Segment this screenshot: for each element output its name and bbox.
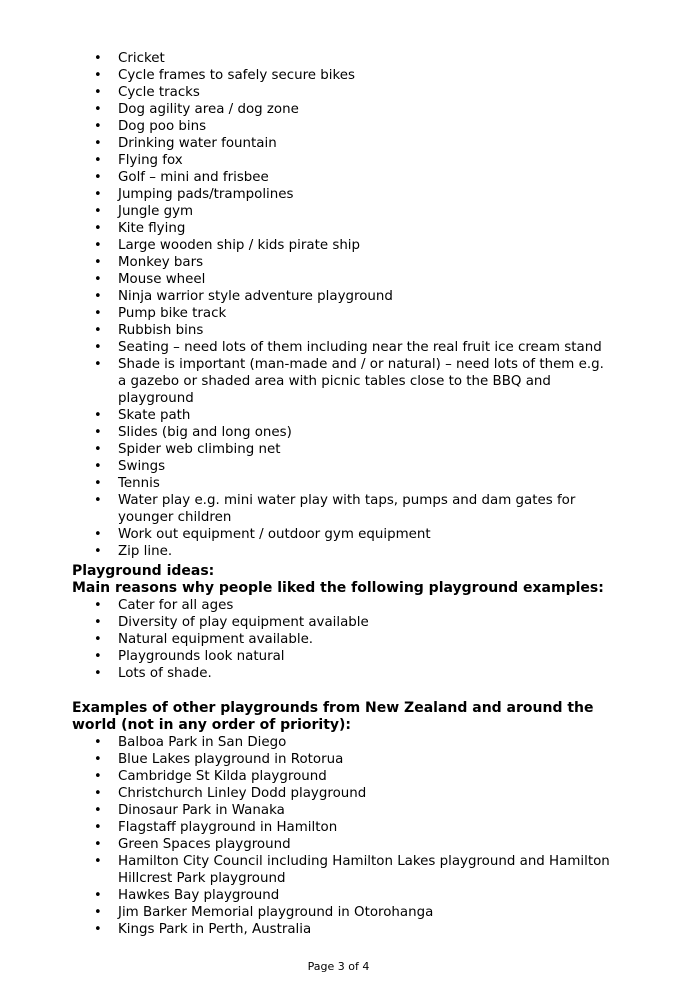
bullet-icon: • [94,357,102,372]
bullet-icon: • [94,442,102,457]
list-item: • Cycle tracks [94,85,200,100]
bullet-icon: • [94,136,102,151]
list-item: • Jim Barker Memorial playground in Otorohanga [94,905,434,920]
examples-heading: Examples of other playgrounds from New Zealand and around the world (not in any order of priority): [72,700,594,733]
bullet-icon: • [94,272,102,287]
list-item: • Tennis [94,476,160,491]
reasons-heading: Main reasons why people liked the following playground examples: [72,580,604,596]
bullet-icon: • [94,888,102,903]
bullet-icon: • [94,425,102,440]
list-item: • Seating – need lots of them including near the real fruit ice cream stand [94,340,602,355]
bullet-icon: • [94,752,102,767]
bullet-icon: • [94,187,102,202]
list-item: • Cambridge St Kilda playground [94,769,327,784]
bullet-icon: • [94,735,102,750]
list-item: • Blue Lakes playground in Rotorua [94,752,344,767]
list-item: • Balboa Park in San Diego [94,735,287,750]
list-item: • Kite flying [94,221,186,236]
reasons-list [72,597,612,682]
bullet-icon: • [94,408,102,423]
list-item: • Hamilton City Council including Hamilton Lakes playground and Hamilton Hillcrest Park playground [94,854,610,886]
list-item: • Ninja warrior style adventure playground [94,289,393,304]
list-item: • Christchurch Linley Dodd playground [94,786,367,801]
bullet-icon: • [94,221,102,236]
bullet-icon: • [94,527,102,542]
bullet-icon: • [94,340,102,355]
bullet-icon: • [94,170,102,185]
bullet-icon: • [94,666,102,681]
bullet-icon: • [94,820,102,835]
list-item: • Green Spaces playground [94,837,291,852]
list-item: • Hawkes Bay playground [94,888,280,903]
bullet-icon: • [94,632,102,647]
bullet-icon: • [94,615,102,630]
list-item: • Large wooden ship / kids pirate ship [94,238,361,253]
list-item: • Monkey bars [94,255,204,270]
bullet-icon: • [94,854,102,869]
list-item: • Cricket [94,51,165,66]
bullet-icon: • [94,51,102,66]
list-item: • Skate path [94,408,191,423]
list-item: • Dog poo bins [94,119,207,134]
list-item: • Swings [94,459,166,474]
bullet-icon: • [94,119,102,134]
bullet-icon: • [94,803,102,818]
bullet-icon: • [94,769,102,784]
list-item: • Natural equipment available. [94,632,314,647]
list-item: • Drinking water fountain [94,136,277,151]
bullet-icon: • [94,493,102,508]
amenities-list [72,50,612,560]
bullet-icon: • [94,544,102,559]
list-item: • Mouse wheel [94,272,206,287]
bullet-icon: • [94,306,102,321]
bullet-icon: • [94,905,102,920]
list-item: • Flying fox [94,153,183,168]
bullet-icon: • [94,459,102,474]
bullet-icon: • [94,204,102,219]
bullet-icon: • [94,323,102,338]
list-item: • Cater for all ages [94,598,234,613]
list-item: • Spider web climbing net [94,442,281,457]
list-item: • Golf – mini and frisbee [94,170,269,185]
list-item: • Playgrounds look natural [94,649,285,664]
bullet-icon: • [94,102,102,117]
list-item: • Dinosaur Park in Wanaka [94,803,285,818]
bullet-icon: • [94,476,102,491]
bullet-icon: • [94,598,102,613]
list-item: • Slides (big and long ones) [94,425,292,440]
list-item: • Kings Park in Perth, Australia [94,922,312,937]
list-item: • Work out equipment / outdoor gym equipment [94,527,431,542]
list-item: • Jungle gym [94,204,194,219]
bullet-icon: • [94,837,102,852]
bullet-icon: • [94,85,102,100]
list-item: • Rubbish bins [94,323,204,338]
list-item: • Flagstaff playground in Hamilton [94,820,338,835]
list-item: • Zip line. [94,544,173,559]
list-item: • Water play e.g. mini water play with taps, pumps and dam gates for younger children [94,493,576,525]
list-item: • Dog agility area / dog zone [94,102,299,117]
examples-list [72,734,612,938]
list-item: • Jumping pads/trampolines [94,187,294,202]
bullet-icon: • [94,238,102,253]
bullet-icon: • [94,649,102,664]
bullet-icon: • [94,922,102,937]
bullet-icon: • [94,153,102,168]
page-number: Page 3 of 4 [307,960,370,973]
list-item: • Lots of shade. [94,666,212,681]
list-item: • Cycle frames to safely secure bikes [94,68,356,83]
bullet-icon: • [94,786,102,801]
bullet-icon: • [94,289,102,304]
list-item: • Diversity of play equipment available [94,615,369,630]
bullet-icon: • [94,255,102,270]
bullet-icon: • [94,68,102,83]
list-item: • Pump bike track [94,306,227,321]
playground-ideas-heading: Playground ideas: [72,563,215,579]
list-item: • Shade is important (man-made and / or natural) – need lots of them e.g. a gazebo or shaded area with picnic tables close to the BBQ and playground [94,357,604,406]
